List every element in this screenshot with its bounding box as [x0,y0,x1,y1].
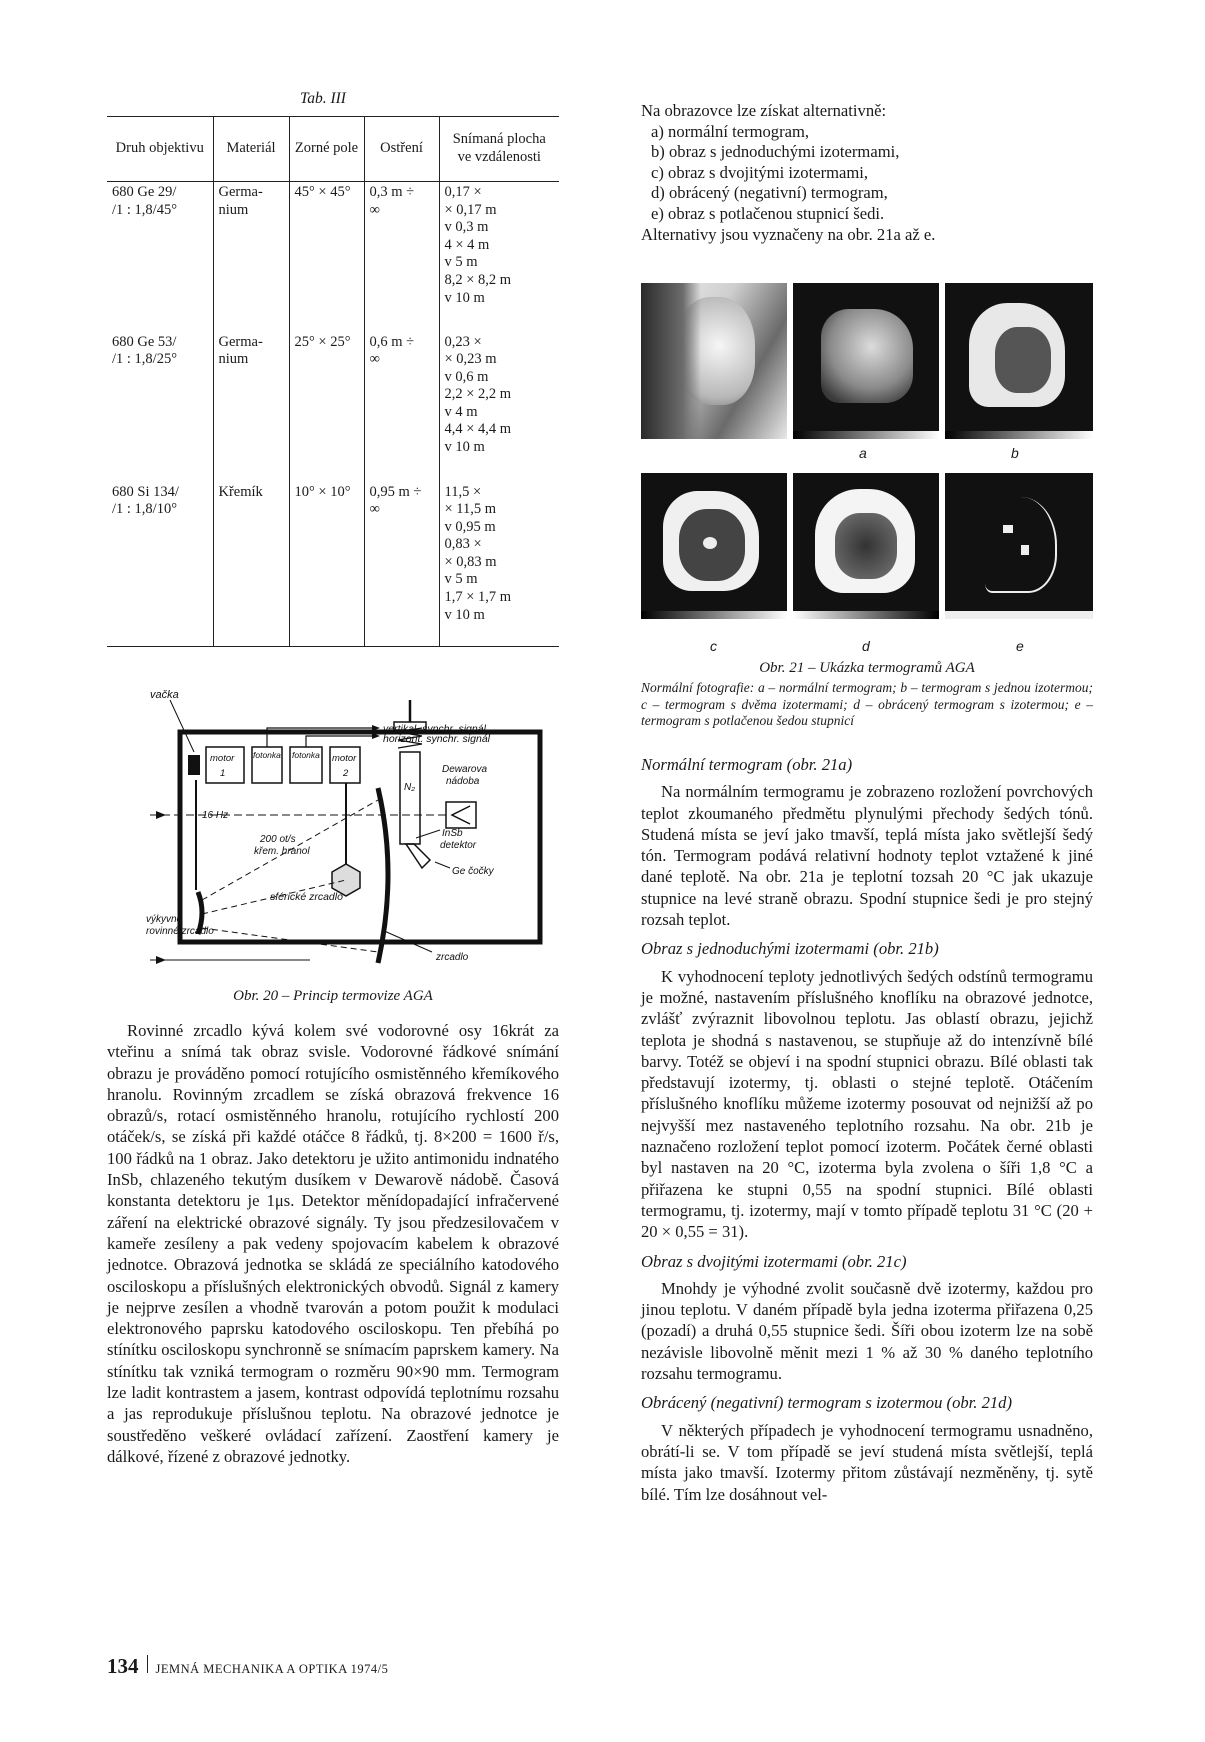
list-item: b) obraz s jednoduchými izotermami, [651,142,900,162]
label-motor1-num: 1 [220,768,226,779]
cell: 0,23 × [444,333,482,350]
vacka-box [188,755,200,775]
arrow-icon [156,956,166,964]
figure-label-c: c [710,638,717,654]
label-fotonka2: fotonka [292,750,320,760]
page-footer [107,1654,388,1679]
label-n2: N₂ [404,782,416,793]
cell: Křemík [218,483,263,500]
table-header-row [107,117,559,182]
cell: v 5 m [444,254,478,271]
cell: ∞ [369,201,380,218]
cell: Germa- [218,184,263,200]
list-item: e) obraz s potlačenou stupnicí šedi. [651,203,885,223]
lens-tube [406,844,430,868]
label-vacka: vačka [150,689,179,701]
cell: × 0,83 m [444,553,497,570]
cell: v 10 m [444,289,485,306]
page-number: 134 [107,1654,139,1678]
spherical-mirror [378,788,388,963]
section-heading: Obraz s jednoduchými izotermami (obr. 21b) [641,939,939,959]
specs-table-wrap [107,116,559,647]
figure-label-a: a [859,445,867,461]
cell: × 0,23 m [444,351,497,368]
cell: v 4 m [444,403,478,420]
cell: 8,2 × 8,2 m [444,271,512,288]
cell: v 10 m [444,439,485,456]
figure-label-d: d [862,638,870,654]
cell: 10° × 10° [294,483,351,500]
alternatives-list [641,101,1093,245]
cell: 45° × 45° [294,184,351,200]
cell: ∞ [369,351,380,368]
th-material: Materiál [213,117,289,182]
label-dewar1: Dewarova [442,764,488,775]
footer-divider [147,1655,148,1673]
table-row [107,182,559,332]
figure20-caption: Obr. 20 – Princip termovize AGA [233,988,433,1004]
label-horizont: horizont. synchr. signál [383,733,490,745]
table-row [107,482,559,646]
figure21 [641,283,1093,638]
cell: 0,83 × [444,536,482,553]
figure-label-e: e [1016,638,1024,654]
list-item: a) normální termogram, [651,121,810,141]
cell: × 0,17 m [444,201,497,218]
cell: 0,3 m ÷ [369,184,415,200]
cell: 0,17 × [444,184,482,200]
label-vykyvne1: výkyvné [146,914,183,925]
arrow-icon [156,811,166,819]
label-ots: 200 ot/s [260,834,296,845]
cell: 25° × 25° [294,333,351,350]
figure21-caption-title: Obr. 21 – Ukázka termogramů AGA [759,660,975,676]
cell: /1 : 1,8/25° [112,351,178,368]
label-hranol: křem. hranol [254,846,310,857]
label-hz: 16 Hz [202,810,229,821]
section-heading: Normální termogram (obr. 21a) [641,755,853,774]
thermogram-d [793,473,939,619]
label-insb2: detektor [440,840,477,851]
dewar-vessel [400,752,420,844]
thermogram-c [641,473,787,619]
section-text: V některých případech je vyhodnocení termogramu usnadněno, obrátí-li se. V tom případě se jeví studená místa světlejší, teplá místa jako tmavší. Izotermy přitom zůstávají nezměněny, tj. sytě bílé. Tím lze dosáhnout vel- [641,1420,1093,1504]
right-sections [641,754,1093,1505]
label-cocky: Ge čočky [452,866,494,877]
figure21-caption-text: Normální fotografie: a – normální termogram; b – termogram s jednou izotermou; c – termogram s dvěma izotermami; d – obrácený termogram s izotermou; e – termogram s potlačenou šedou stupnicí [641,680,1093,728]
table-caption: Tab. III [300,90,346,107]
label-zrcadlo: zrcadlo [436,952,469,963]
thermogram-e [945,473,1093,619]
horizont-signal-line [306,736,375,747]
left-body-text: Rovinné zrcadlo kývá kolem své vodorovné osy 16krát za vteřinu a snímá tak obraz svisle. Vodorovné řádkové snímání obrazu je prováděno pomocí rotujícího osmistěnného křemíkového hranolu. Rovinným zrcadlem se získá obrazová frekvence 16 obrazů/s, rotací osmistěnného hranolu, rotujícího rychlostí 200 otáček/s, se získá při každé otáčce 8 řádků, tj. 8×200 = 1600 ř/s, 100 řádků na 1 obraz. Jako detektoru je užito antimonidu indnatého InSb, chlazeného tekutým dusíkem v Dewarově nádobě. Časová konstanta detektoru je 1μs. Detektor měnídopadající infračervené záření na elektrické obrazové signály. Ty jsou předzesilovačem v kameře zesíleny a pak vedeny spojovacím kabelem k obrazové jednotce. Obrazová jednotka se skládá ze speciálního katodového osciloskopu a příslušných elektronických obvodů. Signál z kamery je nejprve zesílen a vhodně tvarován a potom použit k modulaci elektronového paprsku katodového osciloskopu. Ten přebíhá po stínítku osciloskopu synchronně se snímacím paprskem kamery. Na stínítku tak vzniká termogram o rozměru 90×90 mm. Termogram lze ladit kontrastem a jasem, kontrast odpovídá teplotnímu rozsahu a jas reprodukuje příslušnou teplotu. Na obrazové jednotce je soustředěno veškeré ovládací zařízení. Zaostření kamery je dálkové, řízené z obrazové jednotky. [107,1021,559,1466]
section-heading: Obrácený (negativní) termogram s izotermou (obr. 21d) [641,1393,1013,1413]
cell: Germa- [218,333,263,350]
table-row [107,332,559,482]
thermogram-b [945,283,1093,439]
label-fotonka1: fotonka [253,750,281,760]
journal-name: JEMNÁ MECHANIKA A OPTIKA 1974/5 [155,1662,389,1676]
label-dewar2: nádoba [446,776,480,787]
th-plocha: Snímaná plocha ve vzdálenosti [439,117,559,182]
cell: 4,4 × 4,4 m [444,421,512,438]
list-item: d) obrácený (negativní) termogram, [651,183,888,203]
cell: nium [218,201,249,218]
alternatives-intro: Na obrazovce lze získat alternativně: [641,101,887,120]
cell: v 0,3 m [444,219,489,236]
cell: v 5 m [444,571,478,588]
label-motor2: motor [332,753,357,764]
label-sfericke: sférické zrcadlo [270,891,343,903]
cell: v 0,6 m [444,368,489,385]
cell: 0,6 m ÷ [369,333,415,350]
preamp-icon [452,806,470,824]
aga-principle-diagram [146,689,580,980]
th-pole: Zorné pole [289,117,364,182]
section-text: K vyhodnocení teploty jednotlivých šedých odstínů termogramu je možné, nastavením příslušného knoflíku na obrazové jednotce, zvlášť zvýraznit libovolnou teplotu. Jas oblastí obrazu, jejichž teplota je shodná s nastavenou, se stupňuje až do intenzívně bílé barvy. Totéž se objeví i na spodní stupnici obrazu. Bílé oblasti tak představují izotermy, tj. oblasti o stejné teplotě. Otáčením příslušného knoflíku můžeme izotermy posouvat od nejnižší až po nejvyšší mez nastaveného teplotního rozsahu. Na obr. 21b je naznačeno rozložení teplot pomocí izoterm. Počátek černé oblasti byl nastaven na 20 °C, izoterma byla zvolena o šíři 1,8 °C a přiřazena ke stupni 0,55 na spodní stupnici. Bílé oblasti termogramu, tj. izotermy, mají v tomto případě teplotu 31 °C (20 + 20 × 0,55 = 31). [641,966,1093,1242]
cell: nium [218,351,249,368]
cell: 4 × 4 m [444,236,490,253]
lens-leader [435,862,450,868]
cell: × 11,5 m [444,501,497,518]
label-insb1: InSb [442,828,463,839]
cell: v 0,95 m [444,518,496,535]
section-text: Mnohdy je výhodné zvolit současně dvě izotermy, každou pro jinou teplotu. V daném případě byla jedna izoterma přiřazena 0,25 (pozadí) a druhá 0,55 stupnice šedi. Šíři obou izoterm lze na sobě nezávisle libovolně měnit mezi 1 % až 30 % daného teplotního rozsahu termogramu. [641,1278,1093,1384]
cell: /1 : 1,8/10° [112,501,178,518]
label-motor2-num: 2 [343,768,349,779]
section-text: Na normálním termogramu je zobrazeno rozložení povrchových teplot zkoumaného předmětu plynulými přechody šedých tónů. Studená místa se jeví jako tmavší, teplá místa jako světlejší šedý tón. Termogram podává relativní hodnoty teplot vztažené k jiné dané teplotě. Na obr. 21a je teplotní tozsah 20 °C jak ukazuje stupnice na levé straně obrazu. Spodní stupnice šedi je pro stejný rozsah teplot. [641,782,1093,930]
th-ostreni: Ostření [364,117,439,182]
cell: 0,95 m ÷ [369,483,422,500]
cell: 11,5 × [444,483,482,500]
cell: /1 : 1,8/45° [112,201,178,218]
cell: 680 Ge 29/ [112,184,177,200]
figure-label-b: b [1011,445,1019,461]
normal-photo [641,283,787,439]
specs-table [107,117,559,646]
label-motor1: motor [210,753,235,764]
cell: 1,7 × 1,7 m [444,589,512,606]
section-heading: Obraz s dvojitými izotermami (obr. 21c) [641,1251,907,1271]
th-druh: Druh objektivu [107,117,213,182]
list-item: c) obraz s dvojitými izotermami, [651,162,869,182]
cell: v 10 m [444,606,485,623]
alternatives-note: Alternativy jsou vyznačeny na obr. 21a až e. [641,224,936,244]
thermogram-a [793,283,939,439]
label-vertikal: vertikal. synchr. signál [383,723,486,735]
cell: ∞ [369,501,380,518]
cell: 680 Ge 53/ [112,333,177,350]
cell: 680 Si 134/ [112,483,179,500]
label-vykyvne2: rovinné zrcadlo [146,926,214,937]
cell: 2,2 × 2,2 m [444,386,512,403]
